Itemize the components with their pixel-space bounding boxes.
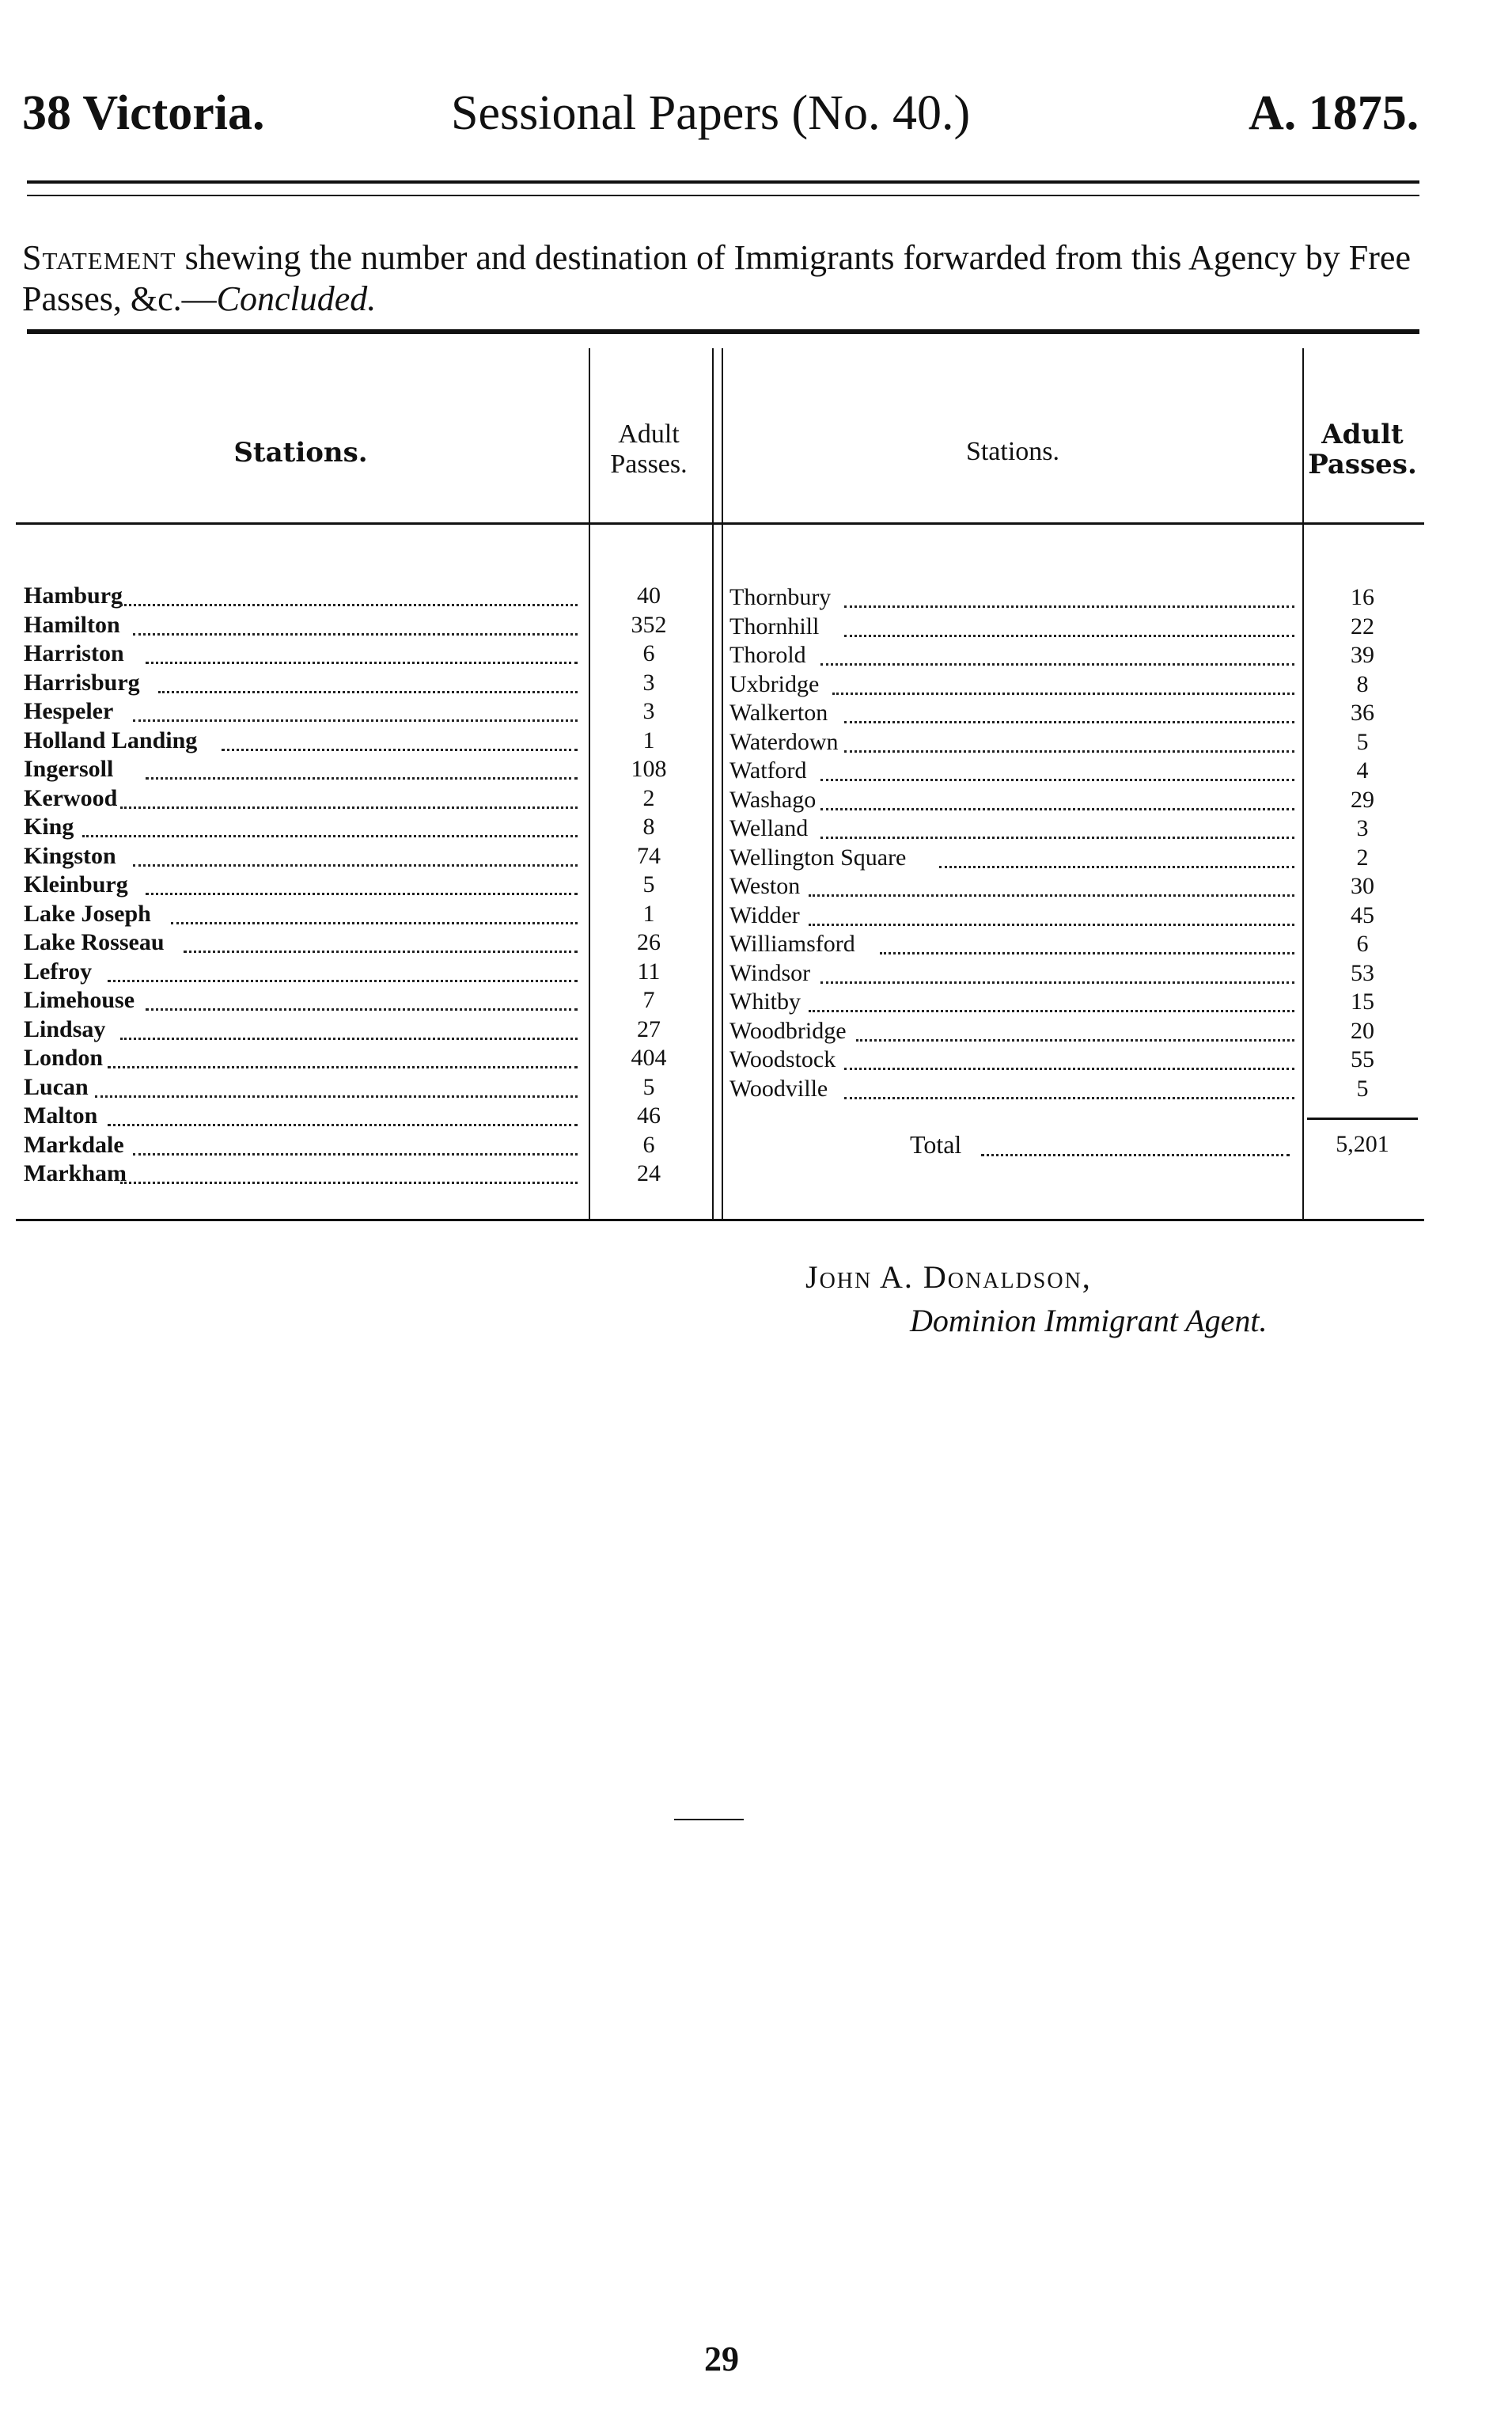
left-dot-leader	[82, 835, 578, 837]
left-station-name: Markdale	[24, 1131, 124, 1158]
right-station-name: Windsor	[729, 959, 811, 986]
right-station-name: Weston	[729, 873, 801, 899]
right-adult-passes: 36	[1351, 700, 1374, 726]
left-adult-passes: 5	[642, 1073, 655, 1100]
left-station-name: Lake Rosseau	[24, 929, 165, 955]
header-row-rule	[16, 522, 1424, 525]
right-station-name: Whitby	[729, 989, 801, 1015]
right-dot-leader	[809, 924, 1294, 926]
right-dot-leader	[809, 894, 1294, 897]
left-adult-passes: 1	[642, 900, 655, 927]
header-year: A. 1875.	[1249, 86, 1419, 140]
left-station-name: King	[24, 814, 74, 840]
right-adult-passes: 55	[1351, 1046, 1374, 1072]
left-dot-leader	[120, 1182, 578, 1184]
left-station-name: Harrisburg	[24, 669, 140, 696]
right-adult-passes: 5	[1356, 728, 1369, 755]
left-dot-leader	[133, 633, 578, 636]
section-separator	[674, 1819, 744, 1820]
right-station-name: Williamsford	[729, 931, 855, 957]
left-station-name: Malton	[24, 1102, 98, 1129]
left-station-name: Ingersoll	[24, 756, 114, 782]
signature-name	[805, 1258, 1092, 1296]
right-stations-header: Stations.	[965, 437, 1060, 466]
left-station-name: Hamburg	[24, 583, 123, 609]
left-station-name: Markham	[24, 1160, 127, 1186]
right-station-name: Wellington Square	[729, 844, 907, 871]
right-dot-leader	[856, 1039, 1294, 1042]
col-divider-4	[1302, 348, 1304, 1219]
left-adult-passes: 108	[631, 756, 667, 782]
left-station-name: Lefroy	[24, 958, 93, 985]
left-adult-passes: 74	[637, 842, 661, 869]
signature-title: Dominion Immigrant Agent.	[910, 1303, 1268, 1338]
signature-name-text: John A. Donaldson,	[805, 1259, 1092, 1295]
header-title: Sessional Papers (No. 40.)	[451, 86, 971, 140]
left-adult-passes: 5	[642, 871, 655, 898]
right-station-name: Walkerton	[729, 700, 828, 726]
left-dot-leader	[133, 864, 578, 867]
table-top-rule	[27, 329, 1419, 334]
right-adult-passes: 16	[1351, 584, 1374, 610]
left-station-name: Hespeler	[24, 698, 114, 724]
left-dot-leader	[222, 749, 578, 751]
left-adult-passes: 26	[637, 929, 661, 955]
right-adult-passes: 30	[1351, 873, 1374, 899]
left-adult-passes: 27	[637, 1015, 661, 1042]
right-dot-leader	[880, 952, 1294, 954]
right-adult-passes: 4	[1356, 757, 1369, 784]
left-adult-passes: 7	[642, 987, 655, 1013]
left-dot-leader	[146, 893, 578, 895]
right-dot-leader	[820, 808, 1294, 810]
left-adult-passes: 40	[637, 583, 661, 609]
right-adult-passes: 39	[1351, 642, 1374, 668]
right-dot-leader	[844, 635, 1294, 637]
right-dot-leader	[820, 981, 1294, 984]
right-adult-passes: 3	[1356, 815, 1369, 841]
left-dot-leader	[108, 1124, 578, 1126]
left-adult-passes: 3	[642, 698, 655, 724]
left-passes-header: Adult Passes.	[610, 419, 688, 479]
right-station-name: Woodville	[729, 1075, 828, 1102]
right-passes-header: Adult Passes.	[1308, 419, 1417, 480]
left-dot-leader	[133, 1153, 578, 1156]
right-dot-leader	[820, 837, 1294, 839]
left-adult-passes: 2	[642, 784, 655, 811]
caption-italic: Concluded.	[216, 279, 377, 318]
caption-text: shewing the number and destination of Immigrants forwarded from this Agency by Free Passes, &c.—	[22, 238, 1411, 318]
left-station-name: London	[24, 1045, 104, 1071]
left-station-name: Lindsay	[24, 1015, 106, 1042]
left-dot-leader	[120, 806, 578, 809]
left-dot-leader	[146, 1008, 578, 1011]
left-adult-passes: 24	[637, 1160, 661, 1186]
right-adult-passes: 6	[1356, 931, 1369, 957]
page-number: 29	[704, 2340, 739, 2378]
left-station-name: Hamilton	[24, 611, 120, 638]
right-adult-passes: 15	[1351, 989, 1374, 1015]
right-dot-leader	[844, 1097, 1294, 1099]
right-station-name: Watford	[729, 757, 807, 784]
right-station-name: Woodbridge	[729, 1017, 847, 1044]
right-dot-leader	[820, 663, 1294, 666]
right-adult-passes: 53	[1351, 959, 1374, 986]
right-dot-leader	[939, 866, 1294, 868]
left-station-name: Holland Landing	[24, 727, 198, 753]
right-station-name: Thornhill	[729, 613, 820, 639]
left-adult-passes: 1	[642, 727, 655, 753]
right-dot-leader	[809, 1010, 1294, 1012]
left-station-name: Lucan	[24, 1073, 89, 1100]
right-station-name: Waterdown	[729, 728, 839, 755]
left-adult-passes: 46	[637, 1102, 661, 1129]
left-dot-leader	[158, 691, 578, 693]
total-rule	[1307, 1118, 1418, 1120]
right-adult-passes: 29	[1351, 786, 1374, 813]
right-station-name: Widder	[729, 901, 800, 928]
left-dot-leader	[108, 1066, 578, 1068]
header-rule-1	[27, 180, 1419, 184]
right-adult-passes: 8	[1356, 670, 1369, 697]
left-adult-passes: 8	[642, 814, 655, 840]
left-station-name: Lake Joseph	[24, 900, 151, 927]
left-station-name: Kingston	[24, 842, 116, 869]
statement-caption	[22, 237, 1431, 320]
left-station-name: Kleinburg	[24, 871, 128, 898]
right-adult-passes: 5	[1356, 1075, 1369, 1102]
right-dot-leader	[832, 693, 1294, 695]
right-adult-passes: 22	[1351, 613, 1374, 639]
left-adult-passes: 404	[631, 1045, 667, 1071]
left-adult-passes: 6	[642, 640, 655, 666]
col-divider-3	[722, 348, 723, 1219]
left-dot-leader	[108, 980, 578, 982]
right-dot-leader	[820, 779, 1294, 781]
total-leader	[981, 1154, 1290, 1156]
right-dot-leader	[844, 605, 1294, 608]
left-adult-passes: 3	[642, 669, 655, 696]
right-station-name: Thorold	[729, 642, 806, 668]
table-bottom-rule	[16, 1219, 1424, 1221]
right-adult-passes: 45	[1351, 901, 1374, 928]
left-stations-header: Stations.	[233, 437, 368, 469]
right-station-name: Washago	[729, 786, 817, 813]
right-dot-leader	[844, 1068, 1294, 1070]
left-station-name: Harriston	[24, 640, 124, 666]
left-dot-leader	[120, 1038, 578, 1040]
left-dot-leader	[146, 777, 578, 780]
total-label: Total	[910, 1130, 962, 1159]
right-dot-leader	[844, 750, 1294, 753]
left-station-name: Kerwood	[24, 784, 118, 811]
left-dot-leader	[133, 719, 578, 722]
total-value: 5,201	[1336, 1131, 1389, 1157]
right-station-name: Uxbridge	[729, 670, 820, 697]
right-adult-passes: 2	[1356, 844, 1369, 871]
col-divider-1	[589, 348, 590, 1219]
left-dot-leader	[146, 662, 578, 664]
left-dot-leader	[120, 604, 578, 606]
right-adult-passes: 20	[1351, 1017, 1374, 1044]
left-adult-passes: 11	[637, 958, 661, 985]
header-rule-2	[27, 195, 1419, 196]
left-station-name: Limehouse	[24, 987, 135, 1013]
header-volume: 38 Victoria.	[22, 86, 265, 140]
left-dot-leader	[184, 951, 578, 953]
left-adult-passes: 6	[642, 1131, 655, 1158]
right-station-name: Thornbury	[729, 584, 832, 610]
right-station-name: Woodstock	[729, 1046, 836, 1072]
left-adult-passes: 352	[631, 611, 667, 638]
right-station-name: Welland	[729, 815, 809, 841]
left-dot-leader	[95, 1095, 578, 1098]
left-dot-leader	[171, 922, 578, 924]
caption-lead: Statement	[22, 238, 176, 277]
col-divider-2	[712, 348, 714, 1219]
right-dot-leader	[844, 721, 1294, 723]
